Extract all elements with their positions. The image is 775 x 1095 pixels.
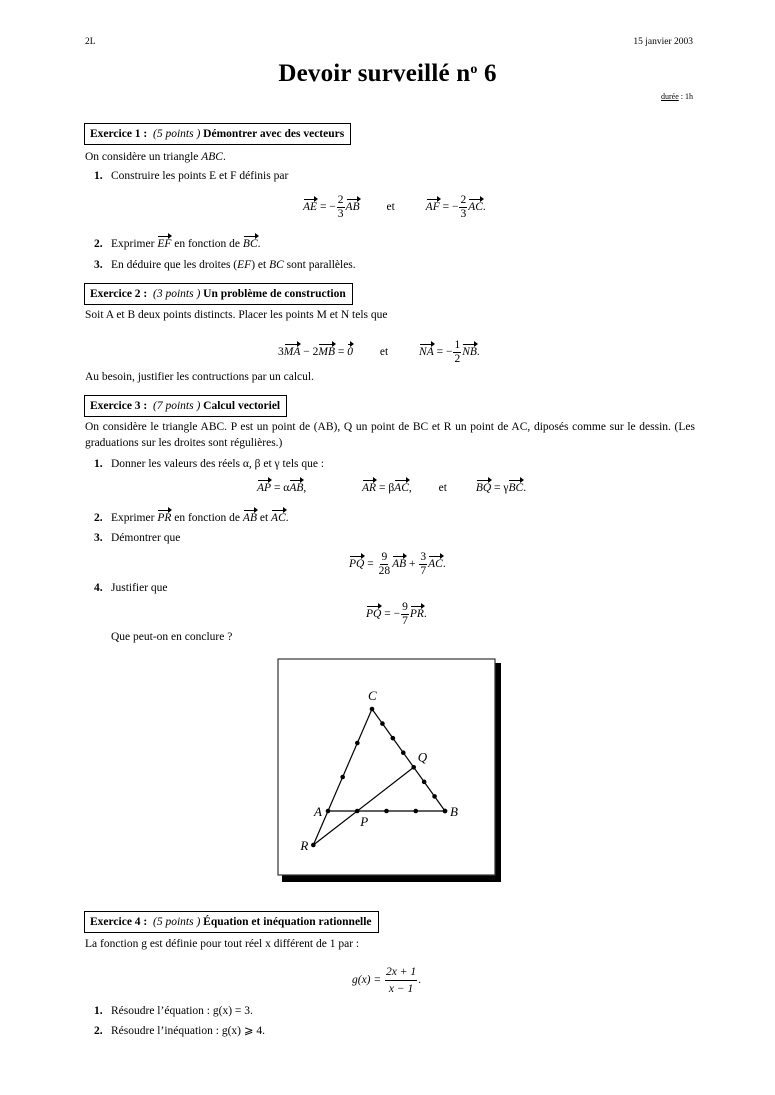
ex1-item-2: 2. Exprimer EF en fonction de BC.: [94, 238, 261, 250]
graduation-CB: [443, 809, 448, 814]
page-title: [0, 60, 775, 88]
ex3-equation-4: PQ = − $\frac{9}{7}$ PR.: [366, 601, 427, 627]
graduation-CB: [411, 765, 416, 770]
ex1-title: Démontrer avec des vecteurs: [203, 128, 345, 140]
graduation-AC: [355, 741, 360, 746]
graduation-CB: [370, 707, 375, 712]
ex4-points: (5 points ): [153, 916, 201, 928]
ex2-label: Exercice 2 :: [90, 288, 148, 300]
ex1-intro: On considère un triangle ABC.: [85, 151, 226, 163]
label-Q: Q: [417, 749, 428, 765]
title-number: 6: [477, 60, 497, 87]
ex3-conclude: Que peut-on en conclure ?: [111, 631, 233, 643]
graduation-CB: [401, 750, 406, 755]
graduation-AB: [355, 809, 360, 814]
ex1-equation: AE = − $\frac{2}{3}$ AB et AF = − $\frac{2}{3}$ AC.: [303, 194, 486, 220]
duration: [661, 92, 693, 101]
ex4-title: Équation et inéquation rationnelle: [203, 916, 372, 928]
ex1-item-3: 3. En déduire que les droites (EF) et BC sont parallèles.: [94, 259, 356, 271]
ex4-item-2: 2. Résoudre l’inéquation : g(x) ⩾ 4.: [94, 1025, 265, 1037]
title-sup: o: [470, 62, 478, 77]
ex1-points: (5 points ): [153, 128, 201, 140]
ex4-equation: g(x) = $\frac{2x + 1}{x - 1}$ .: [352, 966, 422, 995]
label-B: B: [450, 804, 458, 819]
label-R: R: [300, 838, 309, 853]
ex3-item-2: 2. Exprimer PR en fonction de AB et AC.: [94, 512, 289, 524]
ex4-item-1: 1. Résoudre l’équation : g(x) = 3.: [94, 1005, 253, 1017]
ex3-points: (7 points ): [153, 400, 201, 412]
ex3-label: Exercice 3 :: [90, 400, 148, 412]
graduation-AB: [384, 809, 389, 814]
ex2-title: Un problème de construction: [203, 288, 346, 300]
graduation-AC: [340, 775, 345, 780]
ex4-label: Exercice 4 :: [90, 916, 148, 928]
point-R: [311, 843, 316, 848]
label-P: P: [360, 814, 369, 829]
ex3-item-4: 4. Justifier que: [94, 582, 168, 594]
duration-value: : 1h: [678, 92, 693, 101]
ex3-equation-1: AP = αAB, AR = βAC, et BQ = γBC.: [257, 482, 527, 494]
graduation-CB: [432, 794, 437, 799]
graduation-CB: [380, 721, 385, 726]
ex3-item-1: 1. Donner les valeurs des réels α, β et γ tels que :: [94, 458, 325, 470]
graduation-AB: [326, 809, 331, 814]
figure-frame: [278, 659, 495, 875]
graduation-CB: [391, 736, 396, 741]
graduation-AB: [413, 809, 418, 814]
exercise-3-header: [84, 395, 287, 417]
ex3-intro: On considère le triangle ABC. P est un point de (AB), Q un point de BC et R un point de AC, diposés comme sur le dessin. (Les graduations sur les droites sont régulières.): [85, 421, 695, 449]
class-label: 2L: [85, 37, 96, 47]
ex3-item-3: 3. Démontrer que: [94, 532, 181, 544]
label-A: A: [314, 804, 322, 819]
date: 15 janvier 2003: [633, 37, 693, 47]
ex4-intro: La fonction g est définie pour tout réel x différent de 1 par :: [85, 938, 360, 950]
triangle-figure: [276, 657, 502, 883]
exercise-2-header: [84, 283, 353, 305]
ex2-intro: Soit A et B deux points distincts. Placer les points M et N tels que: [85, 309, 388, 321]
graduation-CB: [422, 780, 427, 785]
ex2-points: (3 points ): [153, 288, 201, 300]
ex3-equation-3: PQ = $\frac{9}{28}$ AB + $\frac{3}{7}$ AC.: [349, 551, 446, 577]
ex1-label: Exercice 1 :: [90, 128, 148, 140]
duration-label: durée: [661, 92, 679, 101]
ex2-outro: Au besoin, justifier les contructions par un calcul.: [85, 371, 314, 383]
exercise-4-header: [84, 911, 379, 933]
title-main: Devoir surveillé n: [278, 60, 471, 87]
exercise-1-header: [84, 123, 351, 145]
ex2-equation: 3MA − 2MB = 0 et NA = − $\frac{1}{2}$ NB.: [278, 339, 480, 365]
ex3-title: Calcul vectoriel: [203, 400, 281, 412]
ex1-item-1: 1. Construire les points E et F définis par: [94, 170, 289, 182]
label-C: C: [368, 688, 377, 703]
